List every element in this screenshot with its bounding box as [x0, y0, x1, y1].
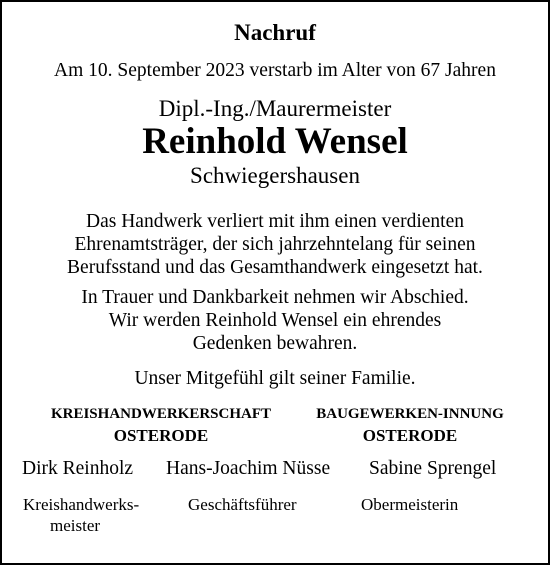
- organization-name: BAUGEWERKEN-INNUNG: [316, 406, 504, 422]
- death-date-line: Am 10. September 2023 verstarb im Alter von 67 Jahren: [54, 60, 496, 81]
- tribute-line: Ehrenamtsträger, der sich jahrzehntelang für seinen: [74, 234, 476, 255]
- signatory-role: [23, 494, 173, 536]
- organization-city: OSTERODE: [113, 426, 209, 445]
- farewell-paragraph: [0, 286, 550, 355]
- tribute-line: Das Handwerk verliert mit ihm einen verdienten: [86, 211, 464, 232]
- condolence-line: Unser Mitgefühl gilt seiner Familie.: [134, 368, 416, 389]
- farewell-line: In Trauer und Dankbarkeit nehmen wir Abschied.: [81, 287, 469, 308]
- signatory-role: Geschäftsführer: [188, 495, 297, 514]
- deceased-hometown: Schwiegershausen: [190, 163, 360, 188]
- signatory-name: Hans-Joachim Nüsse: [166, 458, 331, 479]
- signatory-role-line: Kreishandwerks-: [23, 495, 140, 514]
- signatory-role: Obermeisterin: [361, 495, 459, 514]
- tribute-paragraph: [0, 210, 550, 279]
- notice-title: Nachruf: [234, 20, 316, 45]
- signatory-role-line: meister: [50, 516, 101, 535]
- signatory-name: Sabine Sprengel: [369, 458, 497, 479]
- farewell-line: Gedenken bewahren.: [192, 333, 358, 354]
- deceased-profession: Dipl.-Ing./Maurermeister: [158, 96, 392, 121]
- tribute-line: Berufsstand und das Gesamthandwerk eingesetzt hat.: [67, 257, 483, 278]
- organization-baugewerken-innung: [296, 404, 524, 446]
- deceased-name: Reinhold Wensel: [142, 121, 408, 162]
- organization-city: OSTERODE: [362, 426, 458, 445]
- signatory-name: Dirk Reinholz: [22, 458, 134, 479]
- farewell-line: Wir werden Reinhold Wensel ein ehrendes: [108, 310, 442, 331]
- organization-kreishandwerkerschaft: [30, 404, 292, 446]
- organization-name: KREISHANDWERKERSCHAFT: [50, 406, 272, 422]
